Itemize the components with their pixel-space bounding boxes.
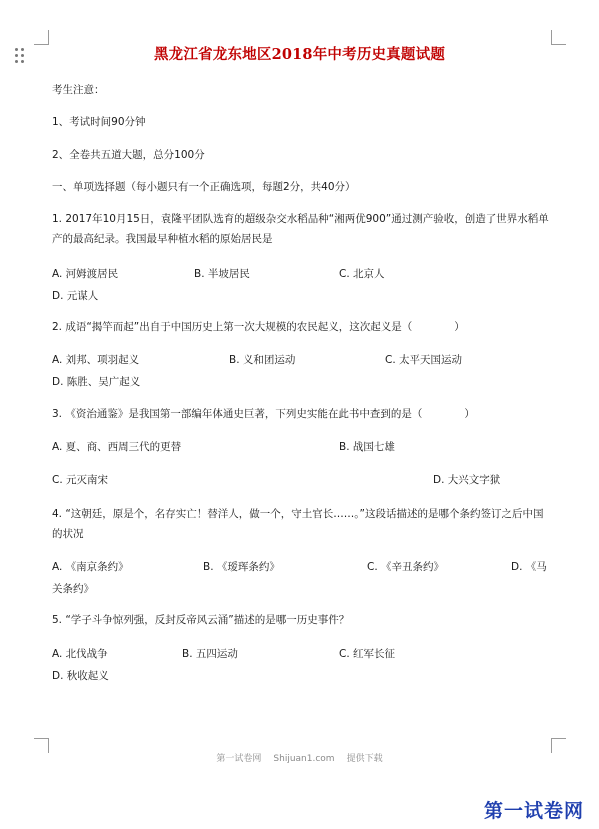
question-stem: 3. 《资治通鉴》是我国第一部编年体通史巨著，下列史实能在此书中查到的是（ ） [52, 408, 475, 420]
option: D. 元谋人 [52, 290, 99, 302]
option: C. 北京人 [339, 268, 385, 280]
document-title: 黑龙江省龙东地区2018年中考历史真题试题 [153, 46, 446, 63]
option: B. 半坡居民 [194, 268, 250, 280]
option: D. 秋收起义 [52, 670, 109, 682]
section-heading: 一、单项选择题（每小题只有一个正确选项，每题2分，共40分） [52, 181, 356, 193]
option: C. 红军长征 [339, 648, 396, 660]
option: D. 大兴文字狱 [433, 474, 501, 486]
option: B. 《瑷珲条约》 [203, 561, 280, 573]
option: C. 元灭南宋 [52, 474, 109, 486]
page-footer [0, 751, 599, 764]
notice-item: 1、考试时间90分钟 [52, 116, 146, 128]
option: A. 夏、商、西周三代的更替 [52, 441, 182, 453]
option: D. 陈胜、吴广起义 [52, 376, 141, 388]
notice-item: 2、全卷共五道大题，总分100分 [52, 149, 205, 161]
option: B. 五四运动 [182, 648, 238, 660]
notice-heading: 考生注意： [52, 84, 105, 96]
option: C. 《辛丑条约》 [367, 561, 445, 573]
option: C. 太平天国运动 [385, 354, 463, 366]
option: A. 《南京条约》 [52, 561, 129, 573]
footer-domain: Shijuan1.com [273, 754, 335, 764]
option: A. 河姆渡居民 [52, 268, 119, 280]
option: B. 义和团运动 [229, 354, 296, 366]
question-stem: 1. 2017年10月15日，袁隆平团队选育的超级杂交水稻品种“湘两优900”通过测产验收，创造了世界水稻单产的最高纪录。我国最早种植水稻的原始居民是 [52, 213, 549, 245]
question-stem: 4. “这朝廷，原是个，名存实亡！替洋人，做一个，守土官长……。”这段话描述的是哪个条约签订之后中国的状况 [52, 508, 544, 540]
option-continuation: 关条约》 [52, 583, 94, 595]
option: A. 刘邦、项羽起义 [52, 354, 140, 366]
question-stem: 2. 成语“揭竿而起”出自于中国历史上第一次大规模的农民起义，这次起义是（ ） [52, 321, 465, 333]
option: A. 北伐战争 [52, 648, 108, 660]
watermark-logo: 第一试卷网 [484, 800, 585, 822]
option: B. 战国七雄 [339, 441, 395, 453]
option: D. 《马 [511, 561, 547, 573]
question-stem: 5. “学子斗争惊列强，反封反帝风云涌”描述的是哪一历史事件？ [52, 614, 350, 626]
footer-note: 提供下载 [346, 754, 383, 764]
footer-site: 第一试卷网 [216, 754, 262, 764]
